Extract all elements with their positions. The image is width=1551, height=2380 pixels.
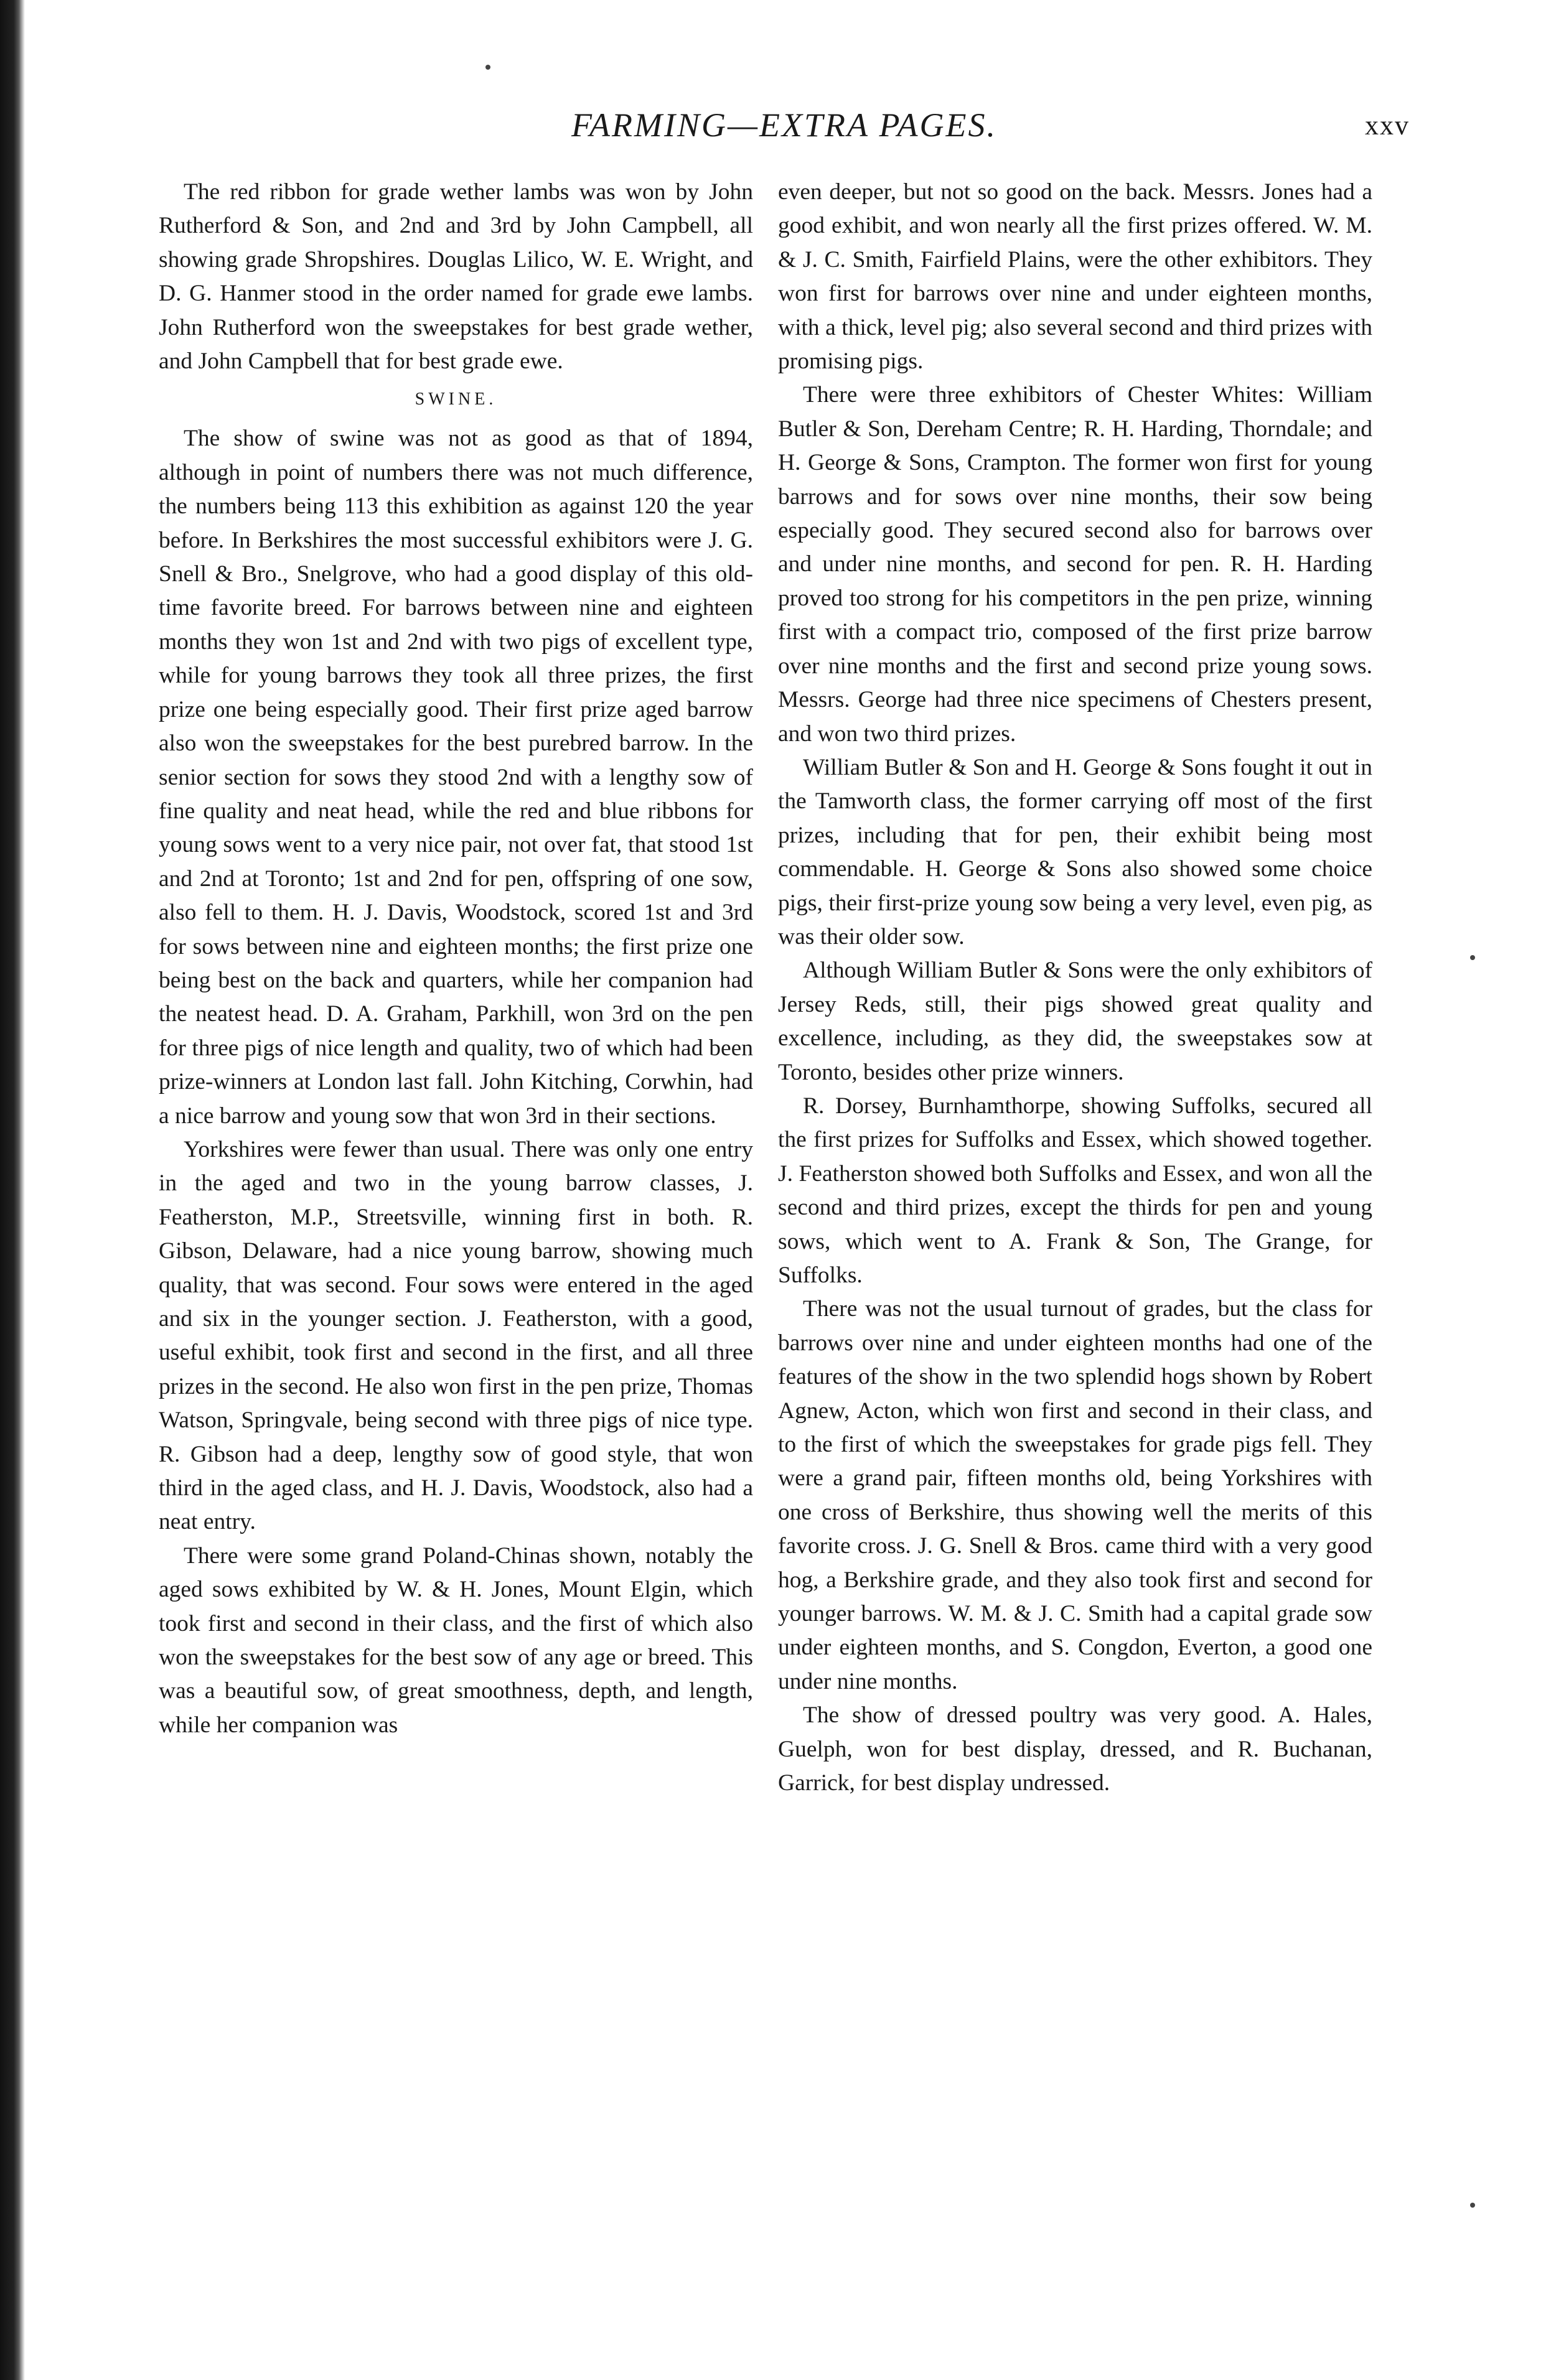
left-column: [159, 175, 753, 1742]
paragraph: R. Dorsey, Burnhamthorpe, showing Suffolks, secured all the first prizes for Suffolks and Essex, which showed together. J. Featherston showed both Suffolks and Essex, and won all the second and third prizes, except the thirds for pen and young sows, which went to A. Frank & Son, The Grange, for Suffolks.: [778, 1093, 1372, 1288]
running-title: FARMING—EXTRA PAGES.: [571, 106, 997, 144]
section-heading: SWINE.: [415, 390, 497, 409]
paragraph: There was not the usual turnout of grades, but the class for barrows over nine and under eighteen months had one of the features of the show in the two splendid hogs shown by Robert Agnew, Acton, which won first and second in their class, and to the first of which the sweepstakes for grade pigs fell. They were a grand pair, fifteen months old, being Yorkshires with one cross of Berkshire, thus showing well the merits of this favorite cross. J. G. Snell & Bros. came third with a very good hog, a Berkshire grade, and they also took first and second for younger barrows. W. M. & J. C. Smith had a capital grade sow under eighteen months, and S. Congdon, Everton, a good one under nine months.: [778, 1296, 1372, 1694]
paragraph: Yorkshires were fewer than usual. There was only one entry in the aged and two in the young barrow classes, J. Featherston, M.P., Streetsville, winning first in both. R. Gibson, Delaware, had a nice young barrow, showing much quality, that was second. Four sows were entered in the aged and six in the younger section. J. Featherston, with a good, useful exhibit, took first and second in the first, and all three prizes in the second. He also won first in the pen prize, Thomas Watson, Springvale, being second with three pigs of nice type. R. Gibson had a deep, lengthy sow of good style, that won third in the aged class, and H. J. Davis, Woodstock, also had a neat entry.: [159, 1136, 753, 1535]
print-speck: [485, 65, 490, 70]
page-number: xxv: [1365, 110, 1410, 141]
paragraph: The red ribbon for grade wether lambs was won by John Rutherford & Son, and 2nd and 3rd by John Campbell, all showing grade Shropshires. Douglas Lilico, W. E. Wright, and D. G. Hanmer stood in the order named for grade ewe lambs. John Rutherford won the sweepstakes for best grade wether, and John Campbell that for best grade ewe.: [159, 179, 753, 375]
paragraph: There were three exhibitors of Chester Whites: William Butler & Son, Dereham Centre; R. H. Harding, Thorndale; and H. George & Sons, Crampton. The former won first for young barrows and for sows over nine months, their sow being especially good. They secured second also for barrows over and under nine months, and second for pen. R. H. Harding proved too strong for his competitors in the pen prize, winning first with a compact trio, composed of the first prize barrow over nine months and the first and second prize young sows. Messrs. George had three nice specimens of Chesters present, and won two third prizes.: [778, 382, 1372, 747]
paragraph: There were some grand Poland-Chinas shown, notably the aged sows exhibited by W. & H. Jones, Mount Elgin, which took first and second in their class, and the first of which also won the sweepstakes for the best sow of any age or breed. This was a beautiful sow, of great smoothness, depth, and length, while her companion was: [159, 1542, 753, 1738]
right-column: [778, 175, 1372, 1801]
print-speck: [1470, 955, 1475, 960]
paragraph: The show of dressed poultry was very good. A. Hales, Guelph, won for best display, dressed, and R. Buchanan, Garrick, for best display undressed.: [778, 1702, 1372, 1796]
paragraph-continued: even deeper, but not so good on the back. Messrs. Jones had a good exhibit, and won nearly all the first prizes offered. W. M. & J. C. Smith, Fairfield Plains, were the other exhibitors. They won first for barrows over nine and under eighteen months, with a thick, level pig; also several second and third prizes with promising pigs.: [778, 179, 1372, 375]
page-header: [159, 106, 1410, 156]
print-speck: [1470, 2203, 1475, 2208]
paragraph: Although William Butler & Sons were the only exhibitors of Jersey Reds, still, their pigs showed great quality and excellence, including, as they did, the sweepstakes sow at Toronto, besides other prize winners.: [778, 958, 1372, 1085]
page-binding-edge: [0, 0, 25, 2380]
paragraph: William Butler & Son and H. George & Sons fought it out in the Tamworth class, the former carrying off most of the first prizes, including that for pen, their exhibit being most commendable. H. George & Sons also showed some choice pigs, their first-prize young sow being a very level, even pig, as was their older sow.: [778, 754, 1372, 950]
paragraph: The show of swine was not as good as that of 1894, although in point of numbers there was not much difference, the numbers being 113 this exhibition as against 120 the year before. In Berkshires the most successful exhibitors were J. G. Snell & Bro., Snelgrove, who had a good display of this old-time favorite breed. For barrows between nine and eighteen months they won 1st and 2nd with two pigs of excellent type, while for young barrows they took all three prizes, the first prize one being especially good. Their first prize aged barrow also won the sweepstakes for the best purebred barrow. In the senior section for sows they stood 2nd with a lengthy sow of fine quality and neat head, while the red and blue ribbons for young sows went to a very nice pair, not over fat, that stood 1st and 2nd at Toronto; 1st and 2nd for pen, offspring of one sow, also fell to them. H. J. Davis, Woodstock, scored 1st and 3rd for sows between nine and eighteen months; the first prize one being best on the back and quarters, while her companion had the neatest head. D. A. Graham, Parkhill, won 3rd on the pen for three pigs of nice length and quality, two of which had been prize-winners at London last fall. John Kitching, Corwhin, had a nice barrow and young sow that won 3rd in their sections.: [159, 426, 753, 1129]
